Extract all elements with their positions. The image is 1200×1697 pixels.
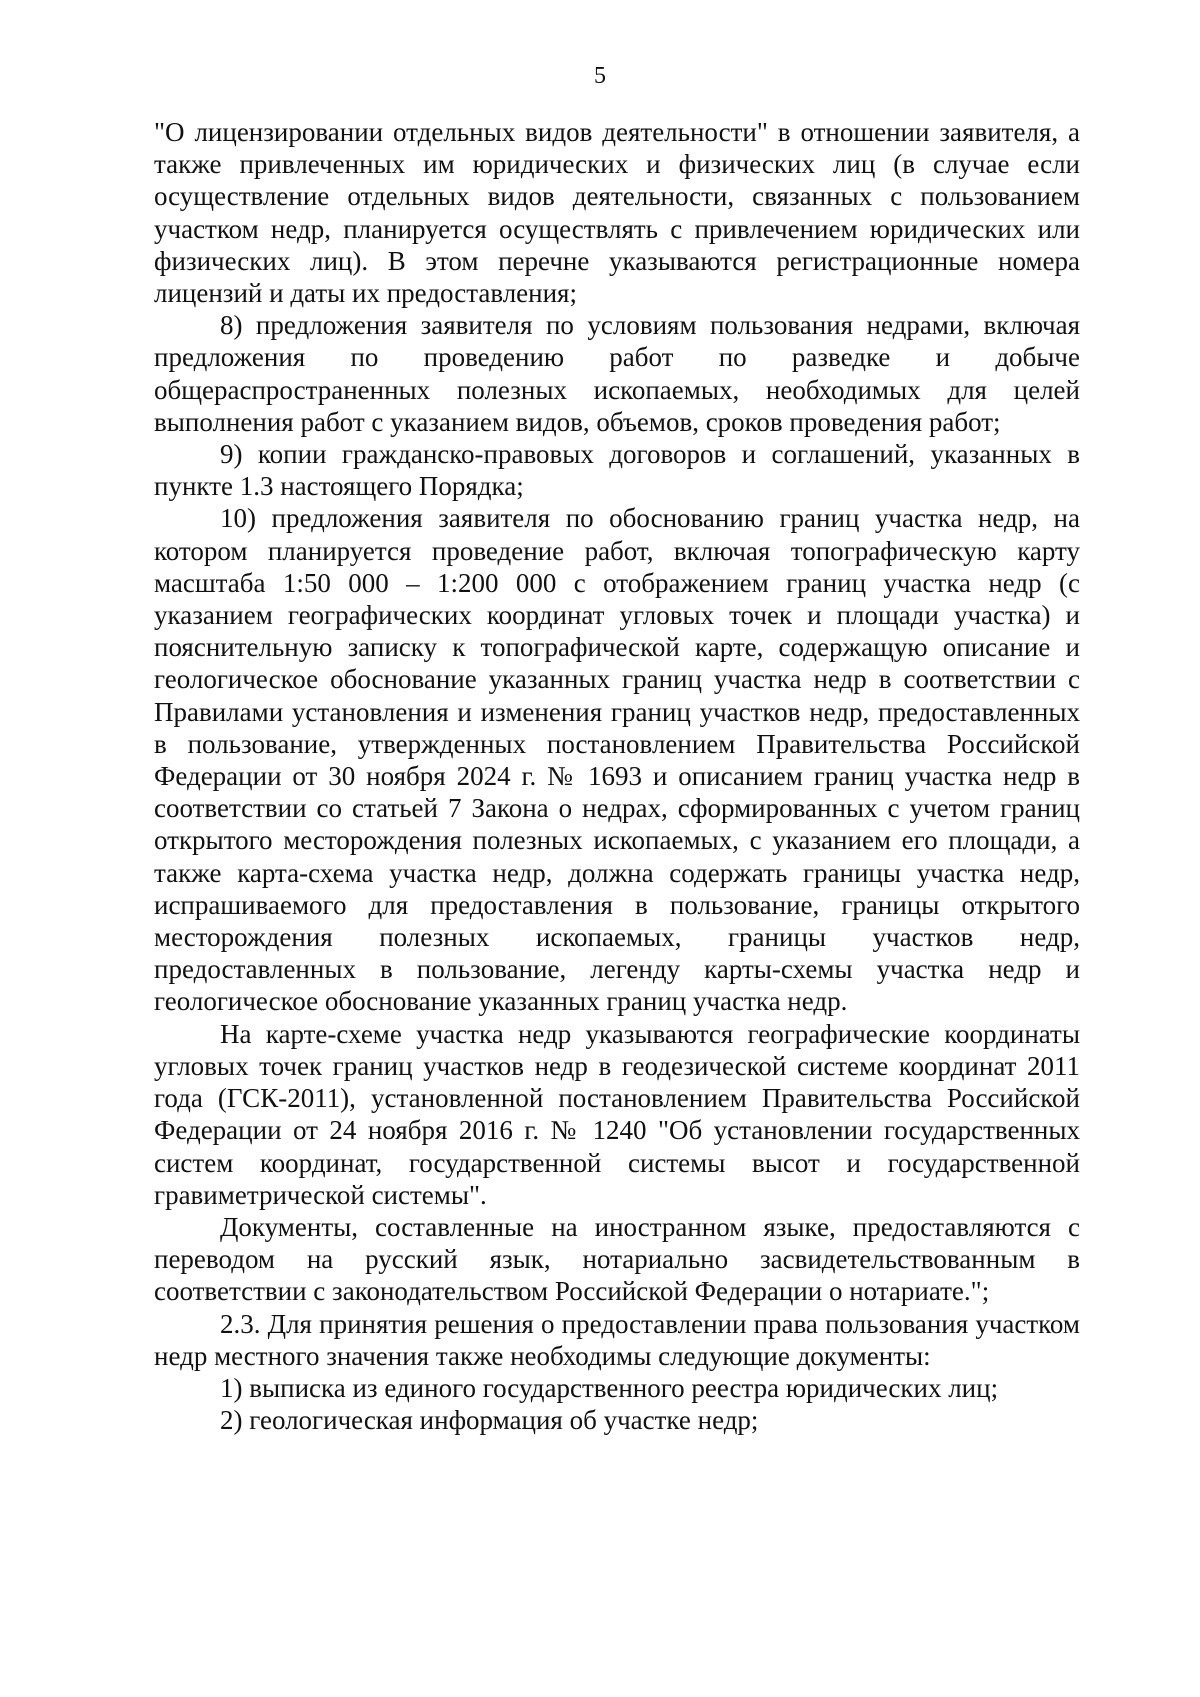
paragraph-item-8: 8) предложения заявителя по условиям пользования недрами, включая предложения по проведению работ по разведке и добыче общераспространенных полезных ископаемых, необходимых для целей выполнения работ с указанием видов, объемов, сроков проведения работ;	[154, 310, 1080, 437]
paragraph-item-10: 10) предложения заявителя по обоснованию границ участка недр, на котором планируется проведение работ, включая топографическую карту масштаба 1:50 000 – 1:200 000 с отображением границ участка недр (с указанием географических координат угловых точек и площади участка) и пояснительную записку к топографической карте, содержащую описание и геологическое обоснование указанных границ участка недр в соответствии с Правилами установления и изменения границ участков недр, предоставленных в пользование, утвержденных постановлением Правительства Российской Федерации от 30 ноября 2024 г. № 1693 и описанием границ участка недр в соответствии со статьей 7 Закона о недрах, сформированных с учетом границ открытого месторождения полезных ископаемых, с указанием его площади, а также карта-схема участка недр, должна содержать границы участка недр, испрашиваемого для предоставления в пользование, границы открытого месторождения полезных ископаемых, границы участков недр, предоставленных в пользование, легенду карты-схемы участка недр и геологическое обоснование указанных границ участка недр.	[154, 503, 1080, 1017]
document-body	[154, 116, 1080, 1436]
page-number: 5	[594, 63, 606, 89]
paragraph-continuation: "О лицензировании отдельных видов деятельности" в отношении заявителя, а также привлеченных им юридических и физических лиц (в случае если осуществление отдельных видов деятельности, связанных с пользованием участком недр, планируется осуществлять с привлечением юридических или физических лиц). В этом перечне указываются регистрационные номера лицензий и даты их предоставления;	[154, 117, 1080, 309]
paragraph-list-item-1: 1) выписка из единого государственного реестра юридических лиц;	[220, 1372, 999, 1403]
paragraph-map-scheme: На карте-схеме участка недр указываются географические координаты угловых точек границ участков недр в геодезической системе координат 2011 года (ГСК-2011), установленной постановлением Правительства Российской Федерации от 24 ноября 2016 г. № 1240 "Об установлении государственных систем координат, государственной системы высот и государственной гравиметрической системы".	[154, 1018, 1080, 1210]
paragraph-list-item-2: 2) геологическая информация об участке недр;	[220, 1405, 759, 1436]
paragraph-foreign-documents: Документы, составленные на иностранном языке, предоставляются с переводом на русский язык, нотариально засвидетельствованным в соответствии с законодательством Российской Федерации о нотариате.";	[154, 1211, 1080, 1307]
paragraph-item-9: 9) копии гражданско-правовых договоров и соглашений, указанных в пункте 1.3 настоящего Порядка;	[154, 439, 1080, 502]
paragraph-section-2-3: 2.3. Для принятия решения о предоставлении права пользования участком недр местного значения также необходимы следующие документы:	[154, 1308, 1080, 1371]
